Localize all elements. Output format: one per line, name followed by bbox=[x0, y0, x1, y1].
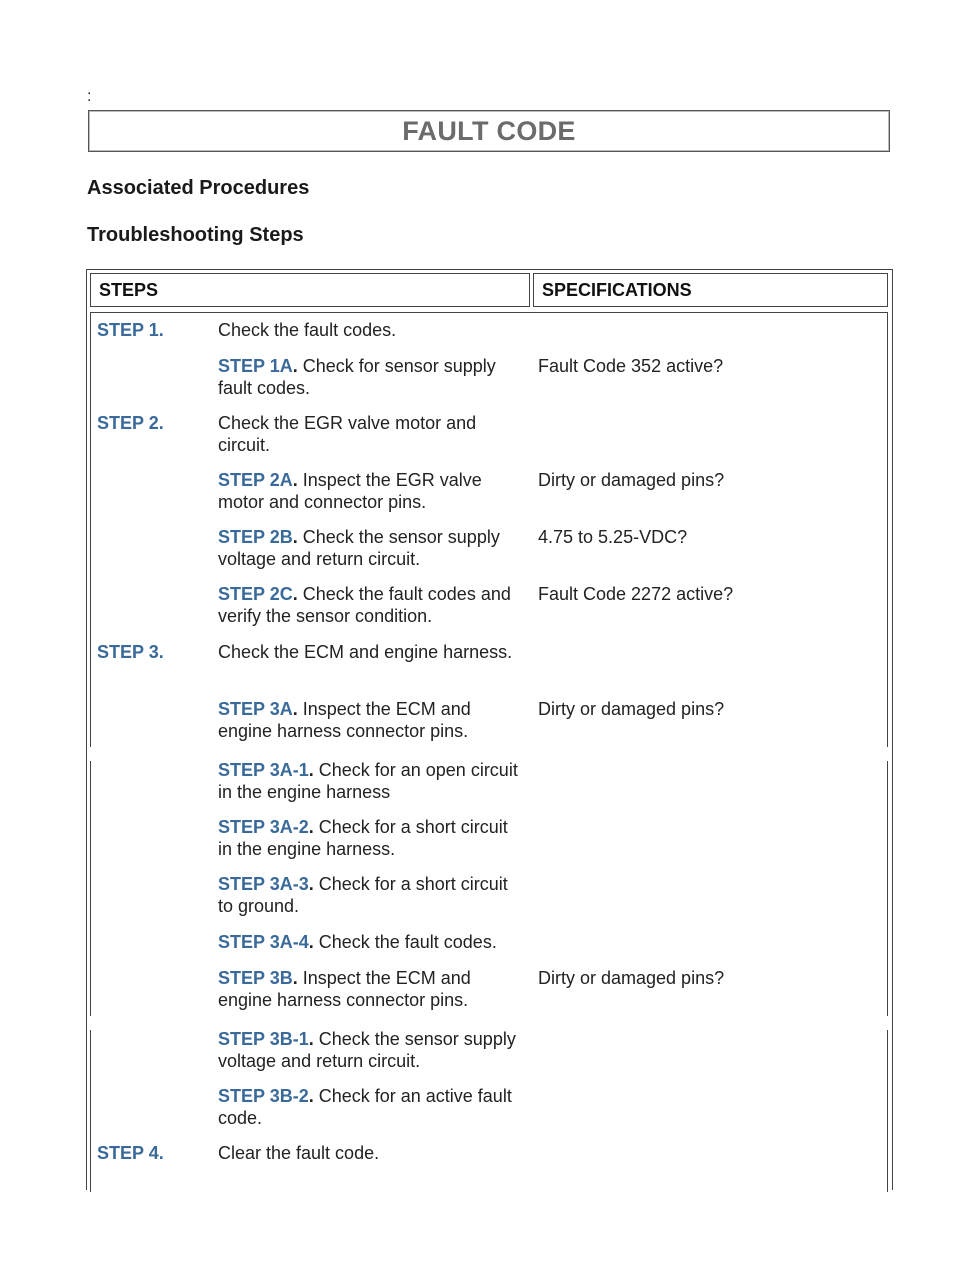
step-3b-spec: Dirty or damaged pins? bbox=[538, 968, 725, 988]
step-3a-1-text: STEP 3A-1. Check for an open circuit in the engine harness bbox=[218, 760, 518, 802]
row-break-right bbox=[883, 1016, 889, 1030]
step-2c-text: STEP 2C. Check the fault codes and verify the sensor condition. bbox=[218, 584, 511, 626]
step-3a-3-link[interactable]: STEP 3A-3 bbox=[218, 874, 309, 894]
step-3b-link[interactable]: STEP 3B bbox=[218, 968, 293, 988]
step-1-label[interactable]: STEP 1. bbox=[97, 320, 164, 340]
step-4-label[interactable]: STEP 4. bbox=[97, 1143, 164, 1163]
step-2c-link[interactable]: STEP 2C bbox=[218, 584, 293, 604]
step-3b-1-link[interactable]: STEP 3B-1 bbox=[218, 1029, 309, 1049]
step-1a-spec: Fault Code 352 active? bbox=[538, 356, 724, 376]
step-3-text: Check the ECM and engine harness. bbox=[218, 642, 513, 662]
row-break-left bbox=[89, 747, 95, 761]
steps-column-header: STEPS bbox=[90, 273, 530, 307]
step-3b-text: STEP 3B. Inspect the ECM and engine harness connector pins. bbox=[218, 968, 471, 1010]
step-3a-1-link[interactable]: STEP 3A-1 bbox=[218, 760, 309, 780]
step-4-text: Clear the fault code. bbox=[218, 1143, 380, 1163]
associated-procedures-heading[interactable]: Associated Procedures bbox=[87, 177, 310, 199]
step-3-label[interactable]: STEP 3. bbox=[97, 642, 164, 662]
step-3a-4-text: STEP 3A-4. Check the fault codes. bbox=[218, 932, 497, 952]
step-3a-2-text: STEP 3A-2. Check for a short circuit in the engine harness. bbox=[218, 817, 508, 859]
step-3b-1-text: STEP 3B-1. Check the sensor supply voltage and return circuit. bbox=[218, 1029, 516, 1071]
step-1a-text: STEP 1A. Check for sensor supply fault codes. bbox=[218, 356, 496, 398]
row-break-left bbox=[89, 1016, 95, 1030]
step-1a-link[interactable]: STEP 1A bbox=[218, 356, 293, 376]
step-2-text: Check the EGR valve motor and circuit. bbox=[218, 413, 477, 455]
step-2c-spec: Fault Code 2272 active? bbox=[538, 584, 734, 604]
step-2a-text: STEP 2A. Inspect the EGR valve motor and connector pins. bbox=[218, 470, 482, 512]
title-box bbox=[88, 110, 890, 152]
step-2b-text: STEP 2B. Check the sensor supply voltage and return circuit. bbox=[218, 527, 500, 569]
page-colon: : bbox=[87, 88, 92, 105]
troubleshooting-steps-heading[interactable]: Troubleshooting Steps bbox=[87, 224, 304, 246]
step-3a-text: STEP 3A. Inspect the ECM and engine harness connector pins. bbox=[218, 699, 471, 741]
page-title: FAULT CODE bbox=[402, 115, 576, 146]
step-2a-spec: Dirty or damaged pins? bbox=[538, 470, 725, 490]
step-3b-2-text: STEP 3B-2. Check for an active fault code. bbox=[218, 1086, 512, 1128]
step-2a-link[interactable]: STEP 2A bbox=[218, 470, 293, 490]
step-2-label[interactable]: STEP 2. bbox=[97, 413, 164, 433]
step-3a-spec: Dirty or damaged pins? bbox=[538, 699, 725, 719]
step-3b-2-link[interactable]: STEP 3B-2 bbox=[218, 1086, 309, 1106]
specifications-column-header: SPECIFICATIONS bbox=[533, 273, 888, 307]
row-break-right bbox=[883, 747, 889, 761]
step-3a-link[interactable]: STEP 3A bbox=[218, 699, 293, 719]
step-3a-4-link[interactable]: STEP 3A-4 bbox=[218, 932, 309, 952]
step-3a-3-text: STEP 3A-3. Check for a short circuit to ground. bbox=[218, 874, 508, 916]
step-2b-link[interactable]: STEP 2B bbox=[218, 527, 293, 547]
step-3a-2-link[interactable]: STEP 3A-2 bbox=[218, 817, 309, 837]
step-2b-spec: 4.75 to 5.25-VDC? bbox=[538, 527, 688, 547]
step-1-text: Check the fault codes. bbox=[218, 320, 397, 340]
